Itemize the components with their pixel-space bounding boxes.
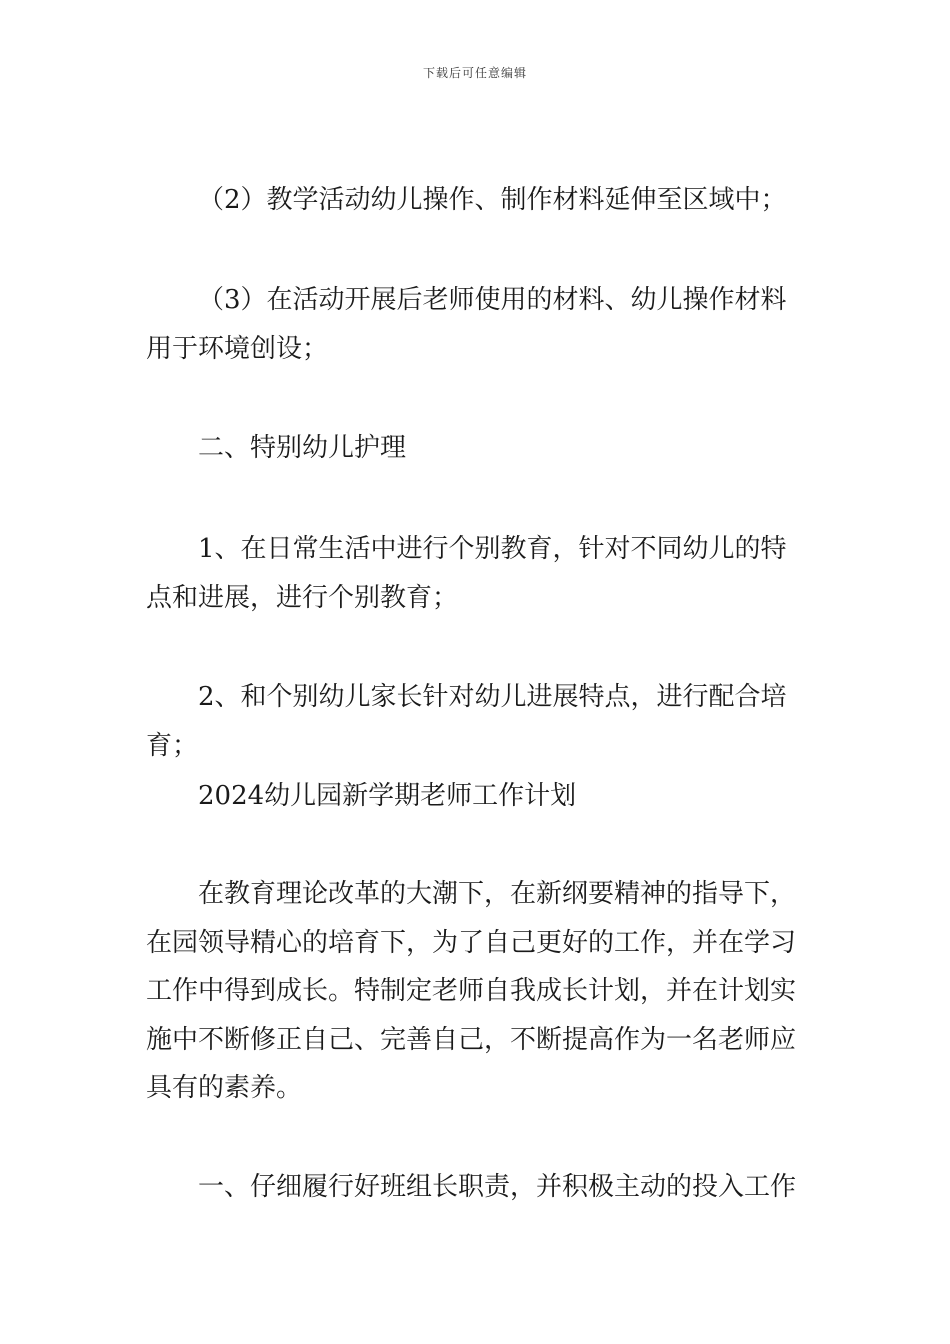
- document-subtitle: 2024幼儿园新学期老师工作计划: [198, 781, 577, 811]
- paragraph-environment-creation: （3）在活动开展后老师使用的材料、幼儿操作材料用于环境创设；: [146, 285, 787, 364]
- section-heading-special-care: 二、特别幼儿护理: [198, 433, 407, 463]
- paragraph-material-extension: （2）教学活动幼儿操作、制作材料延伸至区域中；: [198, 185, 787, 215]
- paragraph-individual-education: 1、在日常生活中进行个别教育，针对不同幼儿的特点和进展，进行个别教育；: [146, 534, 787, 613]
- section-heading-class-leader-duties: 一、仔细履行好班组长职责，并积极主动的投入工作: [198, 1172, 797, 1202]
- page-header-note: 下载后可任意编辑: [422, 66, 527, 80]
- paragraph-parent-cooperation: 2、和个别幼儿家长针对幼儿进展特点，进行配合培育；: [146, 682, 787, 761]
- paragraph-introduction: 在教育理论改革的大潮下，在新纲要精神的指导下，在园领导精心的培育下，为了自己更好的工作，并在学习工作中得到成长。特制定老师自我成长计划，并在计划实施中不断修正自己、完善自己，不断提高作为一名老师应具有的素养。: [146, 879, 797, 1103]
